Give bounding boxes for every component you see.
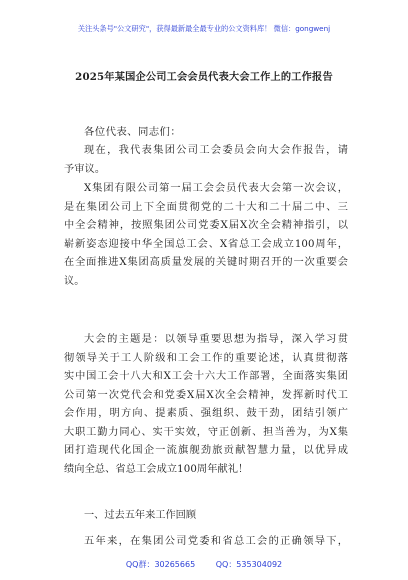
paragraph-line: 大会的主题是：以领导重要思想为指导，深入学习贯	[84, 334, 348, 345]
paragraph-line: 团打造现代化国企一流旗舰劲旅贡献智慧力量，以优异成	[64, 445, 348, 456]
section-heading: 一、过去五年来工作回顾	[84, 510, 197, 521]
qq-contact-label: QQ：535304092	[215, 560, 283, 569]
paragraph-line: 予审议。	[64, 163, 106, 175]
paragraph-line: 崭新姿态迎接中华全国总工会、X省总工会成立100周年，	[64, 238, 348, 250]
paragraph-continuation: 五年来，在集团公司党委和省总工会的正确领导下，	[84, 536, 348, 547]
paragraph-line: 现在，我代表集团公司工会委员会向大会作报告，请	[84, 145, 348, 156]
paragraph-line: 彻领导关于工人阶级和工会工作的重要论述，认真贯彻落	[64, 352, 348, 364]
paragraph-theme	[64, 331, 348, 479]
qq-group-label: QQ群：30265665	[125, 560, 196, 569]
paragraph-line: 会作用，明方向、提素质、强组织、鼓干劲，团结引领广	[64, 408, 348, 419]
paragraph-intro	[64, 142, 348, 179]
paragraph-line: 是在集团公司上下全面贯彻党的二十大和二十届二中、三	[64, 201, 348, 213]
salutation: 各位代表、同志们：	[84, 126, 182, 138]
paragraph-meeting-context	[64, 180, 348, 291]
paragraph-line: 在全面推进X集团高质量发展的关键时期召开的一次重要会	[64, 257, 348, 268]
paragraph-line: 中全会精神，按照集团公司党委X届X次全会精神指引，以	[64, 220, 348, 231]
header-promo-note: 关注头条号"公文研究"，获得最新最全最专业的公文资料库！ 微信：gongwenj	[77, 24, 331, 33]
paragraph-line: 大职工勤力同心、实干实效，守正创新、担当善为，为X集	[64, 426, 348, 438]
paragraph-line: 议。	[64, 275, 85, 287]
paragraph-line: 实中国工会十八大和X工会十六大工作部署，全面落实集团	[64, 371, 348, 382]
paragraph-line: 绩向全总、省总工会成立100周年献礼！	[64, 463, 249, 475]
document-title: 2025年某国企公司工会会员代表大会工作上的工作报告	[75, 71, 333, 83]
paragraph-line: 公司第一次党代会和党委X届X次全会精神，发挥新时代工	[64, 389, 348, 401]
paragraph-line: X集团有限公司第一届工会会员代表大会第一次会议，	[84, 183, 348, 194]
footer-contact	[0, 559, 408, 570]
